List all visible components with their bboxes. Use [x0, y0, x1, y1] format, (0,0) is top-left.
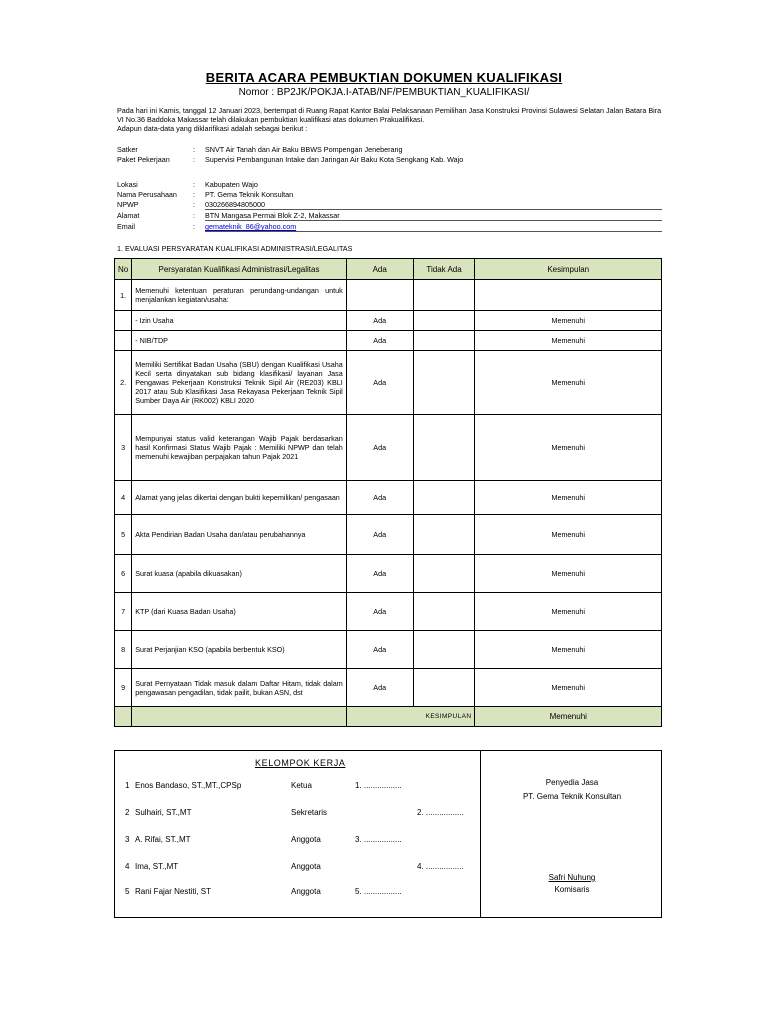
section-title: 1. EVALUASI PERSYARATAN KUALIFIKASI ADMINISTRASI/LEGALITAS [117, 244, 353, 253]
col-header-no: No [115, 259, 132, 280]
kesimpulan-value: Memenuhi [475, 707, 662, 727]
member-sign: 3. ................. [355, 835, 402, 844]
email-link[interactable]: gemateknik_86@yahoo.com [205, 222, 297, 231]
pokja-heading: KELOMPOK KERJA [255, 758, 346, 768]
table-header-row [115, 259, 662, 280]
row-ada: Ada [346, 331, 413, 351]
info-colon: : [193, 180, 195, 189]
col-header-ada: Ada [346, 259, 413, 280]
row-no [115, 331, 132, 351]
row-no: 4 [115, 481, 132, 515]
col-header-tidak-ada: Tidak Ada [413, 259, 475, 280]
member-no: 3 [125, 835, 130, 844]
row-tidak-ada [413, 311, 475, 331]
row-no: 7 [115, 593, 132, 631]
info-block-1 [117, 145, 662, 165]
table-row [115, 351, 662, 415]
row-no: 6 [115, 555, 132, 593]
row-no: 3 [115, 415, 132, 481]
info-value: BTN Mangasa Permai Blok Z-2, Makassar [205, 211, 340, 220]
row-kesimpulan: Memenuhi [475, 351, 662, 415]
member-sign: 5. ................. [355, 887, 402, 896]
row-ada: Ada [346, 631, 413, 669]
kesimpulan-label: KESIMPULAN [346, 707, 475, 727]
info-key: Satker [117, 145, 138, 154]
row-ada: Ada [346, 555, 413, 593]
table-row [115, 669, 662, 707]
row-tidak-ada [413, 631, 475, 669]
table-row [115, 631, 662, 669]
row-kesimpulan: Memenuhi [475, 331, 662, 351]
info-value: Supervisi Pembangunan Intake dan Jaringan Air Baku Kota Sengkang Kab. Wajo [205, 155, 464, 164]
row-tidak-ada [413, 593, 475, 631]
row-no [115, 311, 132, 331]
table-row [115, 280, 662, 311]
signer-name: Safri Nuhung [548, 873, 596, 882]
row-requirement: Surat kuasa (apabila dikuasakan) [132, 555, 347, 593]
info-value: Kabupaten Wajo [205, 180, 258, 189]
member-name: Sulhairi, ST.,MT [135, 808, 192, 817]
table-row [115, 593, 662, 631]
row-kesimpulan: Memenuhi [475, 593, 662, 631]
signature-box [114, 750, 662, 918]
table-row [115, 311, 662, 331]
row-ada: Ada [346, 481, 413, 515]
info-key: NPWP [117, 200, 139, 209]
row-ada [346, 280, 413, 311]
penyedia-company: PT. Gema Teknik Konsultan [522, 792, 622, 801]
row-requirement: Memenuhi ketentuan peraturan perundang-undangan untuk menjalankan kegiatan/usaha: [132, 280, 347, 311]
member-no: 1 [125, 781, 130, 790]
info-key: Paket Pekerjaan [117, 155, 170, 164]
table-row [115, 515, 662, 555]
penyedia-signer [481, 873, 663, 882]
row-kesimpulan: Memenuhi [475, 311, 662, 331]
member-role: Ketua [291, 781, 312, 790]
row-requirement: Mempunyai status valid keterangan Wajib Pajak berdasarkan hasil Konfirmasi Status Wajib Pajak : Memiliki NPWP dan telah memenuhi kewajiban perpajakan tahun Pajak 2021 [132, 415, 347, 481]
penyedia-label: Penyedia Jasa [545, 778, 599, 787]
kes-empty [132, 707, 347, 727]
underline [205, 209, 662, 210]
row-ada: Ada [346, 415, 413, 481]
row-tidak-ada [413, 669, 475, 707]
info-block-2 [117, 180, 662, 232]
table-row [115, 415, 662, 481]
member-role: Anggota [291, 835, 321, 844]
row-kesimpulan: Memenuhi [475, 669, 662, 707]
member-sign: 2. ................. [417, 808, 464, 817]
member-name: Rani Fajar Nestiti, ST [135, 887, 212, 896]
col-header-kesimpulan: Kesimpulan [475, 259, 662, 280]
row-requirement: Akta Pendirian Badan Usaha dan/atau perubahannya [132, 515, 347, 555]
table-row [115, 481, 662, 515]
member-sign: 4. ................. [417, 862, 464, 871]
kes-empty [115, 707, 132, 727]
row-requirement: Surat Perjanjian KSO (apabila berbentuk KSO) [132, 631, 347, 669]
row-no: 8 [115, 631, 132, 669]
row-ada: Ada [346, 311, 413, 331]
underline [205, 231, 662, 232]
info-colon: : [193, 145, 195, 154]
row-kesimpulan: Memenuhi [475, 481, 662, 515]
info-value: SNVT Air Tanah dan Air Baku BBWS Pompengan Jeneberang [205, 145, 403, 154]
member-name: Enos Bandaso, ST.,MT.,CPSp [135, 781, 242, 790]
member-name: Ima, ST.,MT [135, 862, 179, 871]
info-key: Nama Perusahaan [117, 190, 177, 199]
row-tidak-ada [413, 331, 475, 351]
row-tidak-ada [413, 555, 475, 593]
member-role: Anggota [291, 887, 321, 896]
row-kesimpulan: Memenuhi [475, 515, 662, 555]
member-sign: 1. ................. [355, 781, 402, 790]
row-ada: Ada [346, 669, 413, 707]
info-colon: : [193, 200, 195, 209]
row-requirement: - NIB/TDP [132, 331, 347, 351]
info-key: Lokasi [117, 180, 138, 189]
evaluation-table [114, 258, 662, 727]
info-key: Email [117, 222, 135, 231]
intro-paragraph [117, 106, 662, 133]
info-colon: : [193, 155, 195, 164]
row-requirement: Alamat yang jelas dikertai dengan bukti kepemilikan/ pengasaan [132, 481, 347, 515]
penyedia-position: Komisaris [554, 885, 590, 894]
row-ada: Ada [346, 515, 413, 555]
table-row [115, 331, 662, 351]
row-requirement: - Izin Usaha [132, 311, 347, 331]
row-kesimpulan: Memenuhi [475, 415, 662, 481]
row-tidak-ada [413, 515, 475, 555]
row-kesimpulan [475, 280, 662, 311]
table-row [115, 555, 662, 593]
intro-text-2: Adapun data-data yang diklarifikasi adalah sebagai berikut : [117, 124, 308, 133]
member-role: Anggota [291, 862, 321, 871]
row-requirement: Memiliki Sertifikat Badan Usaha (SBU) dengan Kualifikasi Usaha Kecil serta dinyatakan sub bidang klasifikasi/ layanan Jasa Pengawas Pekerjaan Konstruksi Teknik Sipil Air (RE203) KBLI 2017 atau Sub Klasifikasi Jasa Rekayasa Pekerjaan Teknik Sipil Sumber Daya Air (RK002) KBLI 2020 [132, 351, 347, 415]
row-tidak-ada [413, 351, 475, 415]
info-key: Alamat [117, 211, 140, 220]
row-no: 9 [115, 669, 132, 707]
member-role: Sekretaris [291, 808, 328, 817]
intro-text: Pada hari ini Kamis, tanggal 12 Januari 2023, bertempat di Ruang Rapat Kantor Balai Pelaksanaan Pemilihan Jasa Konstruksi Provinsi Sulawesi Selatan Jalan Batara Bira VI No.36 Baddoka Makassar telah dilakukan pembuktian kualifikasi atas dokumen Prakualifikasi. [117, 106, 662, 124]
info-colon: : [193, 211, 195, 220]
row-tidak-ada [413, 280, 475, 311]
row-requirement: KTP (dari Kuasa Badan Usaha) [132, 593, 347, 631]
row-ada: Ada [346, 593, 413, 631]
row-ada: Ada [346, 351, 413, 415]
row-no: 2. [115, 351, 132, 415]
underline [205, 220, 662, 221]
info-colon: : [193, 190, 195, 199]
row-kesimpulan: Memenuhi [475, 555, 662, 593]
row-tidak-ada [413, 415, 475, 481]
member-no: 4 [125, 862, 130, 871]
col-header-requirement: Persyaratan Kualifikasi Administrasi/Legalitas [132, 259, 347, 280]
document-title: BERITA ACARA PEMBUKTIAN DOKUMEN KUALIFIKASI [205, 70, 563, 85]
row-no: 5 [115, 515, 132, 555]
row-kesimpulan: Memenuhi [475, 631, 662, 669]
info-value: 030266894805000 [205, 200, 265, 209]
info-colon: : [193, 222, 195, 231]
member-name: A. Rifai, ST.,MT [135, 835, 191, 844]
row-tidak-ada [413, 481, 475, 515]
document-number: Nomor : BP2JK/POKJA.I-ATAB/NF/PEMBUKTIAN_KUALIFIKASI/ [238, 87, 530, 98]
row-requirement: Surat Pernyataan Tidak masuk dalam Daftar Hitam, tidak dalam pengawasan pengadilan, tidak pailit, bukan ASN, dst [132, 669, 347, 707]
member-no: 2 [125, 808, 130, 817]
kesimpulan-row [115, 707, 662, 727]
member-no: 5 [125, 887, 130, 896]
info-value: PT. Gema Teknik Konsultan [205, 190, 294, 199]
row-no: 1. [115, 280, 132, 311]
